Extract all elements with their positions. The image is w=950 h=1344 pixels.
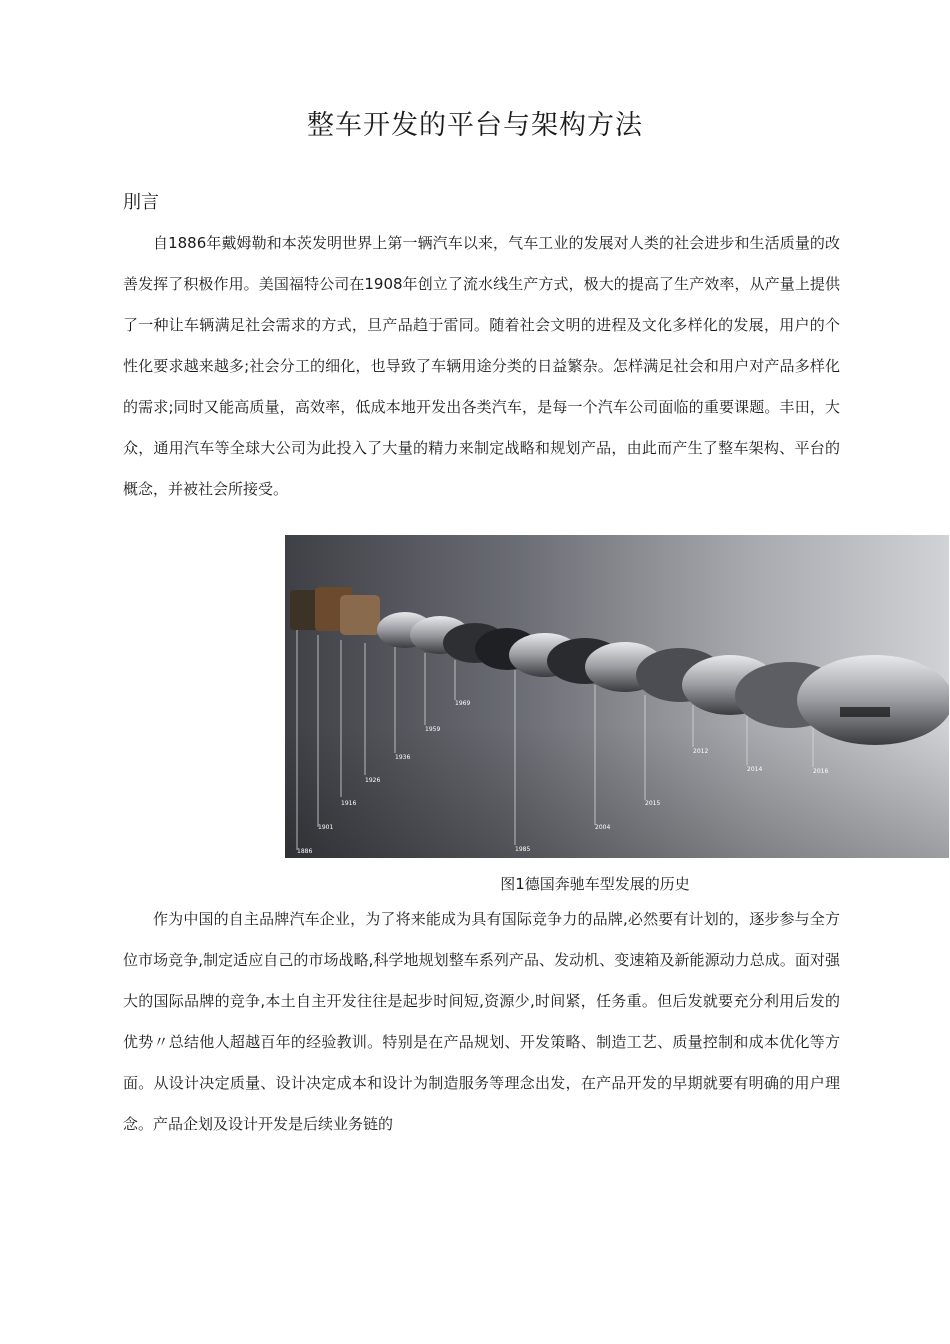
mercedes-car-lineup-image [285, 535, 949, 858]
section-heading: 刖言 [123, 192, 159, 213]
body-paragraph-2: 作为中国的自主品牌汽车企业，为了将来能成为具有国际竞争力的品牌,必然要有计划的，逐步参与全方位市场竞争,制定适应自己的市场战略,科学地规划整车系列产品、发动机、变速箱及新能源动力总成。面对强大的国际品牌的竞争,本土自主开发往往是起步时间短,资源少,时间紧，任务重。但后发就要充分利用后发的优势〃总结他人超越百年的经验教训。特别是在产品规划、开发策略、制造工艺、质量控制和成本优化等方面。从设计决定质量、设计决定成本和设计为制造服务等理念出发，在产品开发的早期就要有明确的用户理念。产品企划及设计开发是后续业务链的 [123, 910, 840, 1133]
year-label-2004: 2004 [595, 824, 611, 831]
year-label-1969: 1969 [455, 700, 471, 707]
year-label-1926: 1926 [365, 777, 381, 784]
year-label-2014: 2014 [747, 766, 763, 773]
figure-caption: 图1德国奔驰车型发展的历史 [500, 875, 690, 893]
year-label-2016: 2016 [813, 768, 829, 775]
year-label-1959: 1959 [425, 726, 441, 733]
body-paragraph-1: 自1886年戴姆勒和本茨发明世界上第一辆汽车以来，气车工业的发展对人类的社会进步和生活质量的改善发挥了积极作用。美国福特公司在1908年创立了流水线生产方式，极大的提高了生产效率，从产量上提供了一种让车辆满足社会需求的方式，旦产品趋于雷同。随着社会文明的进程及文化多样化的发展，用户的个性化要求越来越多;社会分工的细化，也导致了车辆用途分类的日益繁杂。怎样满足社会和用户对产品多样化的需求;同时又能高质量，高效率，低成本地开发出各类汽车，是每一个汽车公司面临的重要课题。丰田，大众，通用汽车等全球大公司为此投入了大量的精力来制定战略和规划产品，由此而产生了整车架构、平台的概念，并被社会所接受。 [123, 234, 840, 498]
year-label-1916: 1916 [341, 800, 357, 807]
page-title: 整车开发的平台与架构方法 [307, 110, 643, 141]
year-label-1886: 1886 [297, 848, 313, 855]
year-label-1901: 1901 [318, 824, 334, 831]
year-label-1985: 1985 [515, 846, 531, 853]
year-label-1936: 1936 [395, 754, 411, 761]
year-label-2015: 2015 [645, 800, 661, 807]
year-label-2012: 2012 [693, 748, 709, 755]
car-history-figure [285, 535, 949, 858]
